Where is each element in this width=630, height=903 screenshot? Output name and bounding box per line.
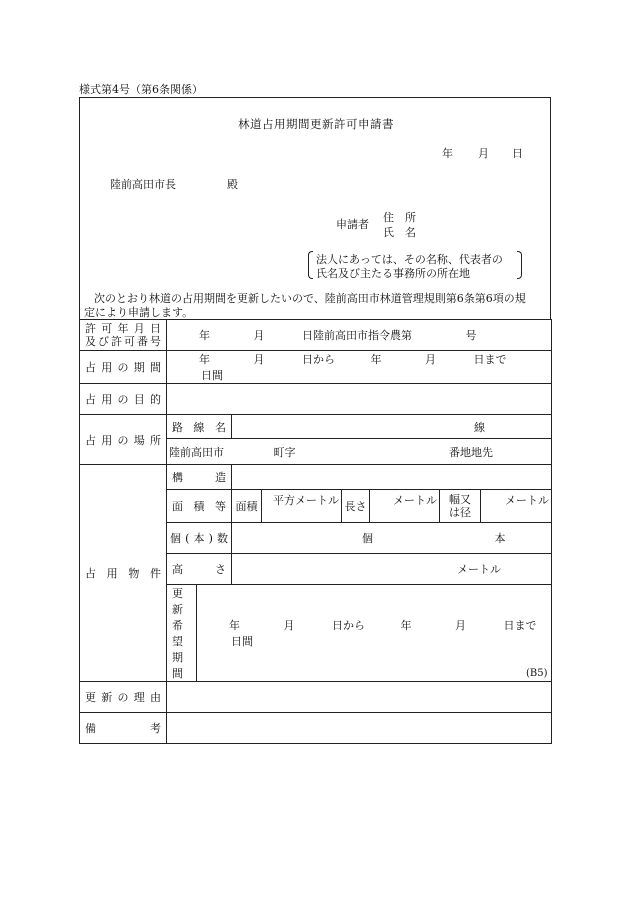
renew-label: 更新希望期間 xyxy=(167,585,197,682)
place-row-route xyxy=(80,415,552,439)
permit-label: 許可年月日 及び許可番号 xyxy=(80,320,167,351)
structure-label: 構造 xyxy=(167,465,232,490)
purpose-label: 占用の目的 xyxy=(80,384,167,415)
application-table xyxy=(79,319,552,744)
period-label: 占用の期間 xyxy=(80,351,167,384)
renew-field[interactable]: 年 月 日から 年 月 日まで 日間 xyxy=(197,585,552,682)
area-sub-label: 面積 xyxy=(232,490,262,523)
count-field[interactable]: 個 本 xyxy=(232,523,552,554)
length-label: 長さ xyxy=(342,490,370,523)
structure-field[interactable] xyxy=(232,465,552,490)
remarks-label: 備考 xyxy=(80,713,167,744)
place-label: 占用の場所 xyxy=(80,415,167,465)
width-field[interactable]: メートル xyxy=(481,490,552,523)
area-field[interactable]: 平方メートル xyxy=(262,490,342,523)
count-label: 個(本)数 xyxy=(167,523,232,554)
width-label: 幅又は径 xyxy=(440,490,481,523)
corporation-note-line2: 氏名及び主たる事務所の所在地 xyxy=(316,267,470,280)
period-field[interactable]: 年 月 日から 年 月 日まで 日間 xyxy=(167,351,552,384)
corporation-note xyxy=(308,251,522,279)
form-title: 林道占用期間更新許可申請書 xyxy=(238,117,394,131)
object-label: 占用物件 xyxy=(80,465,167,682)
applicant-name-label: 氏 名 xyxy=(383,226,416,239)
period-row xyxy=(80,351,552,384)
reason-field[interactable] xyxy=(167,682,552,713)
height-field[interactable]: メートル xyxy=(232,554,552,585)
reason-row xyxy=(80,682,552,713)
honorific: 殿 xyxy=(227,178,238,191)
permit-row xyxy=(80,320,552,351)
date-day: 日 xyxy=(512,147,523,160)
remarks-row xyxy=(80,713,552,744)
intro-line2: 定により申請します。 xyxy=(84,306,194,319)
paper-size-label: (B5) xyxy=(526,668,548,679)
reason-label: 更新の理由 xyxy=(80,682,167,713)
place-address-field[interactable]: 陸前高田市 町字 番地地先 xyxy=(167,439,552,465)
intro-line1: 次のとおり林道の占用期間を更新したいので、陸前高田市林道管理規則第6条第6項の規 xyxy=(94,292,526,305)
corporation-note-line1: 法人にあっては、その名称、代表者の xyxy=(316,253,503,266)
date-year: 年 xyxy=(442,147,453,160)
height-label: 高さ xyxy=(167,554,232,585)
area-label: 面積等 xyxy=(167,490,232,523)
purpose-row xyxy=(80,384,552,415)
object-row-structure xyxy=(80,465,552,490)
route-name-field[interactable]: 線 xyxy=(232,415,552,439)
form-number-label: 様式第4号（第6条関係） xyxy=(79,83,203,96)
purpose-field[interactable] xyxy=(167,384,552,415)
addressee: 陸前高田市長 xyxy=(110,178,176,191)
date-month: 月 xyxy=(478,147,489,160)
applicant-label: 申請者 xyxy=(336,218,369,231)
permit-field[interactable]: 年 月 日陸前高田市指令農第 号 xyxy=(167,320,552,351)
applicant-address-label: 住 所 xyxy=(383,211,416,224)
remarks-field[interactable] xyxy=(167,713,552,744)
length-field[interactable]: メートル xyxy=(370,490,440,523)
route-name-label: 路線名 xyxy=(167,415,232,439)
form-header-frame xyxy=(79,97,551,319)
